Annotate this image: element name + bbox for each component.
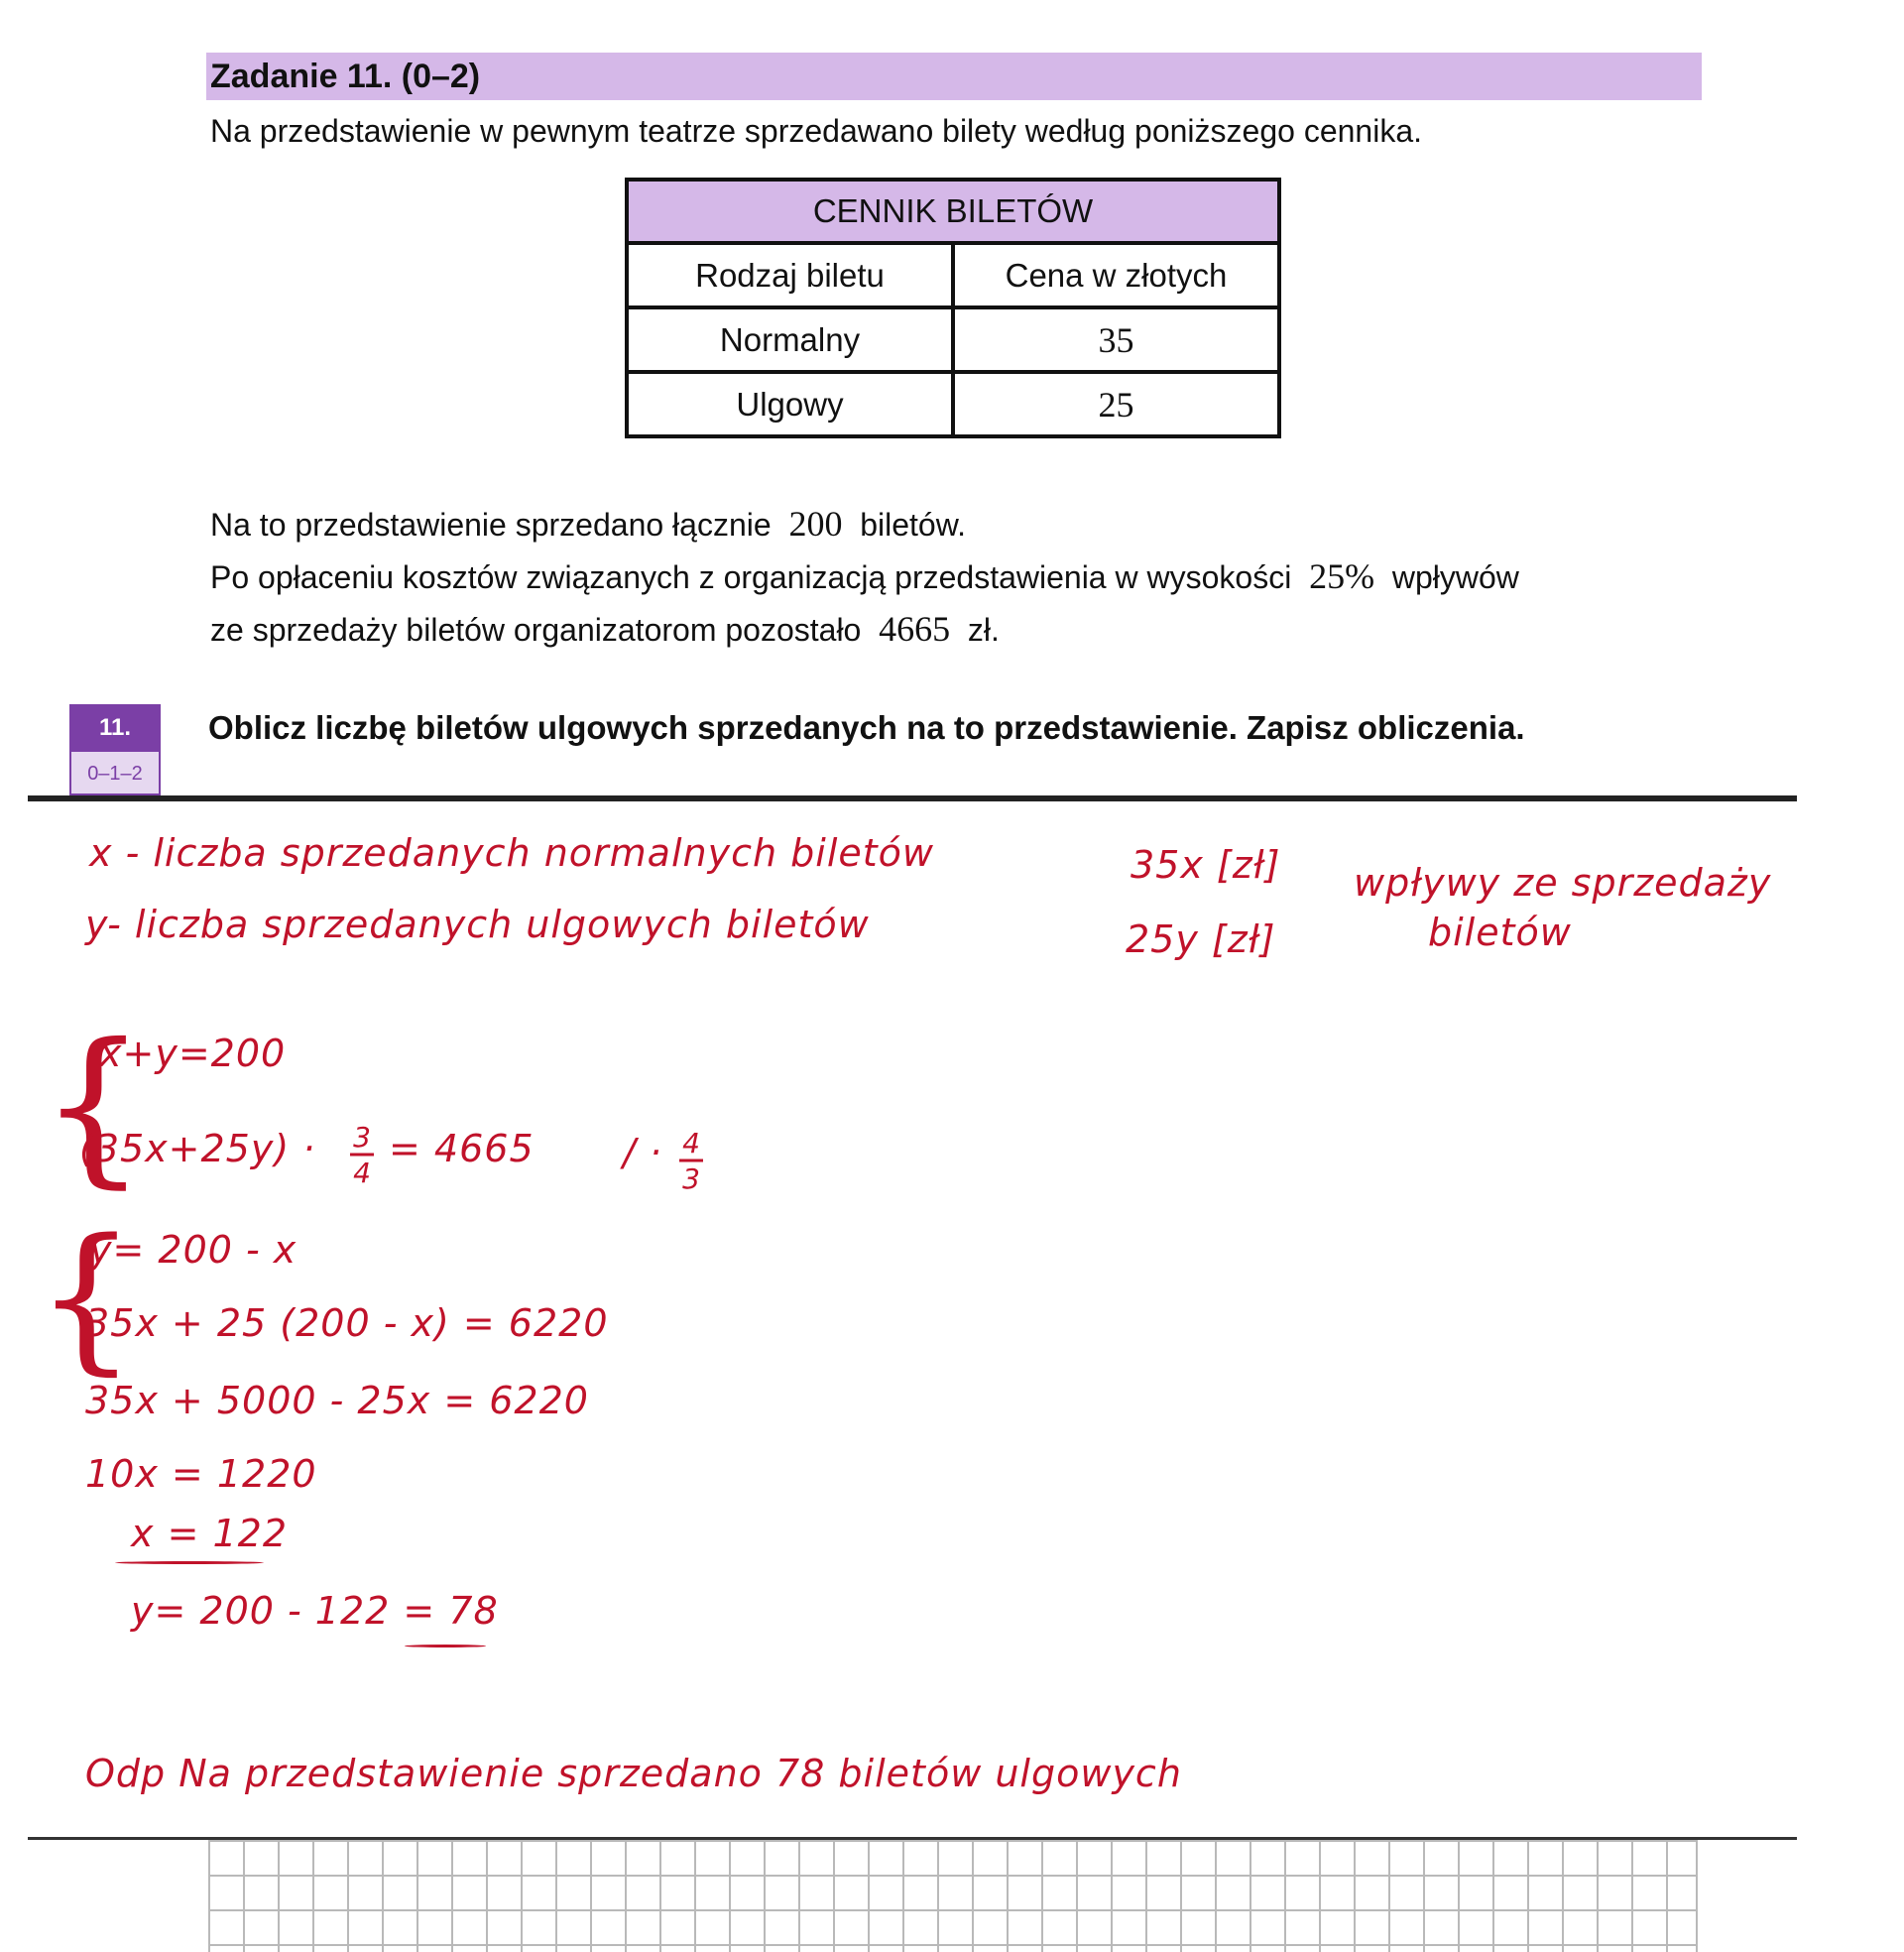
table-row [627,307,1279,372]
fraction-numerator: 3 [353,1121,371,1154]
badge-score: 0–1–2 [69,752,161,795]
handwritten-system1-eq2-right: = 4665 [389,1127,535,1170]
info-number: 4665 [879,609,951,649]
question-text: Oblicz liczbę biletów ulgowych sprzedanych na to przedstawienie. Zapisz obliczenia. [208,709,1525,746]
handwritten-revenue-y: 25y [zł] [1126,917,1276,961]
task-header [206,53,1702,100]
info-text: ze sprzedaży biletów organizatorom pozostało [210,612,862,648]
system-brace-2: { [36,1204,137,1390]
ticket-price-cell: 35 [953,307,1279,372]
underline-x-result [115,1561,264,1564]
info-line-1 [210,504,966,545]
handwritten-revenue-x: 35x [zł] [1130,843,1281,887]
underline-y-result [405,1645,486,1647]
info-text: Na to przedstawienie sprzedano łącznie [210,507,772,543]
handwritten-revenue-note: wpływy ze sprzedaży [1354,861,1772,905]
handwritten-multiplier: / · [623,1131,662,1174]
handwritten-step-4: y= 200 - 122 = 78 [131,1589,499,1633]
grid-paper [208,1840,1698,1952]
handwritten-step-2: 10x = 1220 [85,1452,317,1496]
fraction-denominator: 4 [353,1157,371,1189]
handwritten-system2-eq1: y= 200 - x [89,1228,298,1272]
info-text: zł. [967,612,1000,648]
info-number: 25% [1309,556,1375,596]
handwritten-definition-y: y- liczba sprzedanych ulgowych biletów [85,903,870,946]
handwritten-revenue-note-2: biletów [1428,911,1572,954]
info-line-3 [210,609,1000,650]
table-row [627,372,1279,436]
handwritten-final-answer: Odp Na przedstawienie sprzedano 78 biletów ulgowych [85,1752,1182,1795]
info-number: 200 [788,504,843,544]
handwritten-step-3: x = 122 [131,1512,289,1555]
system-brace-1: { [40,1008,148,1204]
badge-number: 11. [69,704,161,752]
price-table-caption: CENNIK BILETÓW [627,180,1279,243]
handwritten-fraction-4-3 [676,1127,706,1194]
handwritten-fraction-3-4 [347,1121,377,1188]
column-header-price: Cena w złotych [953,243,1279,307]
table-row [627,243,1279,307]
info-text: wpływów [1391,559,1519,595]
handwritten-system2-eq2: 35x + 25 (200 - x) = 6220 [85,1301,609,1345]
ticket-price-cell: 25 [953,372,1279,436]
handwritten-system1-eq2 [79,1127,315,1170]
price-table [625,178,1281,438]
handwritten-system1-eq1: x+y=200 [99,1032,287,1075]
ticket-type-cell: Ulgowy [627,372,953,436]
task-title: Zadanie 11. (0–2) [210,58,481,95]
handwritten-eq-left: (35x+25y) · [79,1127,316,1170]
answer-area-top-rule [28,795,1797,801]
ticket-type-cell: Normalny [627,307,953,372]
fraction-denominator: 3 [682,1162,700,1195]
handwritten-step-1: 35x + 5000 - 25x = 6220 [85,1379,589,1422]
info-line-2 [210,556,1519,597]
info-text: Po opłaceniu kosztów związanych z organizacją przedstawienia w wysokości [210,559,1292,595]
info-text: biletów. [860,507,966,543]
handwritten-definition-x: x - liczba sprzedanych normalnych biletów [89,831,934,875]
task-intro: Na przedstawienie w pewnym teatrze sprzedawano bilety według poniższego cennika. [210,113,1422,149]
fraction-numerator: 4 [682,1127,700,1159]
task-badge [69,704,161,795]
column-header-type: Rodzaj biletu [627,243,953,307]
